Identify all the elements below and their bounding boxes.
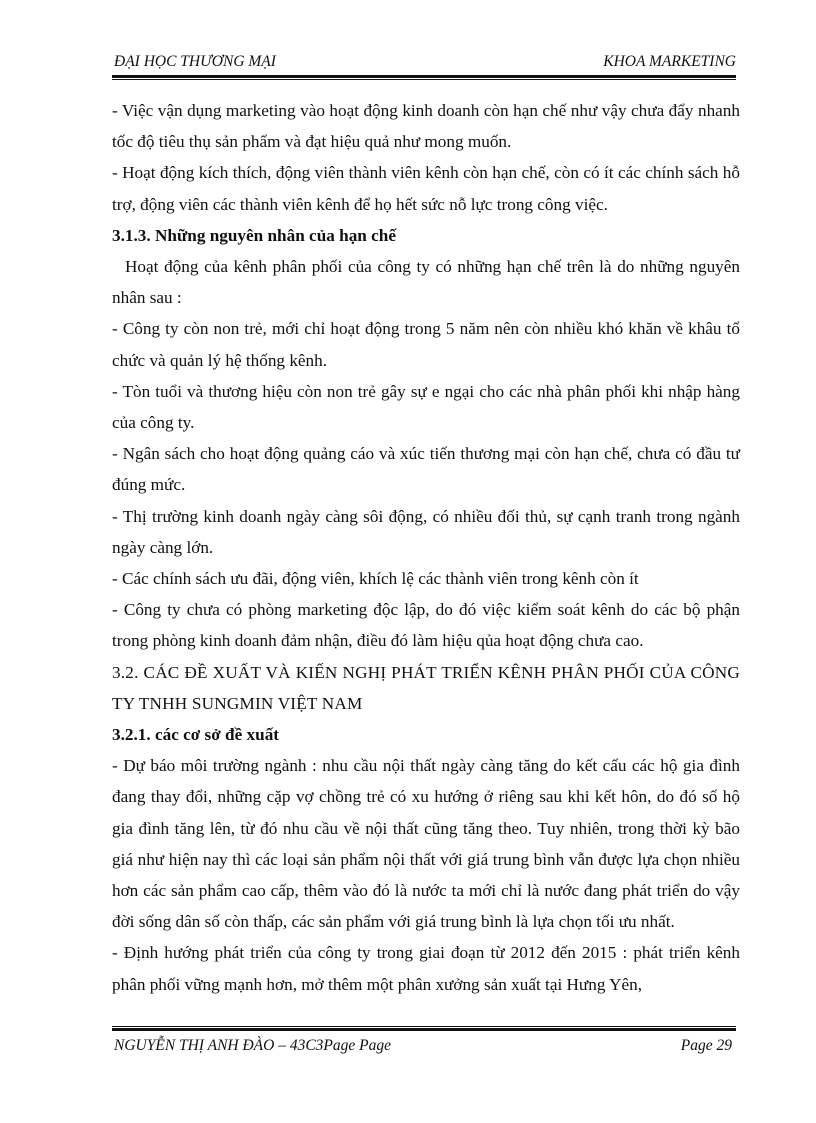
paragraph: - Dự báo môi trường ngành : nhu cầu nội thất ngày càng tăng do kết cấu các hộ gia đình đang thay đổi, những cặp vợ chồng trẻ có xu hướng ở riêng sau khi kết hôn, do đó số hộ gia đình tăng lên, từ đó nhu cầu về nội thất cũng tăng theo. Tuy nhiên, trong thời kỳ bão giá như hiện nay thì các loại sản phẩm nội thất với giá trung bình vẫn được lựa chọn nhiều hơn các sản phẩm cao cấp, thêm vào đó là nước ta mới chỉ là nước đang phát triển do vậy đời sống dân số còn thấp, các sản phẩm với giá trung bình là lựa chọn tối ưu nhất.: [112, 756, 740, 932]
section-heading-3-2: 3.2. CÁC ĐỀ XUẤT VÀ KIẾN NGHỊ PHÁT TRIỂN KÊNH PHÂN PHỐI CỦA CÔNG TY TNHH SUNGMIN VIỆT NAM: [112, 662, 740, 713]
paragraph: - Định hướng phát triển của công ty trong giai đoạn từ 2012 đến 2015 : phát triển kênh phân phối vững mạnh hơn, mở thêm một phân xưởng sản xuất tại Hưng Yên,: [112, 943, 740, 994]
header-faculty: KHOA MARKETING: [603, 53, 736, 70]
footer-author: NGUYỄN THỊ ANH ĐÀO – 43C3Page Page: [114, 1037, 391, 1054]
footer-divider: [112, 1026, 736, 1031]
paragraph: - Thị trường kinh doanh ngày càng sôi động, có nhiều đối thủ, sự cạnh tranh trong ngành ngày càng lớn.: [112, 506, 740, 557]
section-heading-3-1-3: 3.1.3. Những nguyên nhân của hạn chế: [112, 225, 396, 245]
page-footer: [112, 1035, 736, 1057]
document-body: [112, 95, 740, 1000]
section-heading-3-2-1: 3.2.1. các cơ sở đề xuất: [112, 725, 280, 745]
header-university: ĐẠI HỌC THƯƠNG MẠI: [114, 53, 276, 70]
paragraph: Hoạt động của kênh phân phối của công ty có những hạn chế trên là do những nguyên nhân sau :: [112, 257, 740, 308]
paragraph: - Hoạt động kích thích, động viên thành viên kênh còn hạn chế, còn có ít các chính sách hỗ trợ, động viên các thành viên kênh để họ hết sức nỗ lực trong công việc.: [112, 163, 740, 214]
paragraph: - Tòn tuổi và thương hiệu còn non trẻ gây sự e ngại cho các nhà phân phối khi nhập hàng của công ty.: [112, 381, 740, 433]
paragraph: - Ngân sách cho hoạt động quảng cáo và xúc tiến thương mại còn hạn chế, chưa có đầu tư đúng mức.: [112, 444, 740, 495]
paragraph: - Công ty còn non trẻ, mới chỉ hoạt động trong 5 năm nên còn nhiều khó khăn về khâu tổ chức và quản lý hệ thống kênh.: [112, 319, 740, 370]
paragraph: - Việc vận dụng marketing vào hoạt động kinh doanh còn hạn chế như vậy chưa đẩy nhanh tốc độ tiêu thụ sản phẩm và đạt hiệu quả như mong muốn.: [112, 101, 740, 152]
header-divider: [112, 75, 736, 80]
paragraph: - Công ty chưa có phòng marketing độc lập, do đó việc kiểm soát kênh do các bộ phận trong phòng kinh doanh đảm nhận, điều đó làm hiệu qủa hoạt động chưa cao.: [112, 600, 740, 651]
page-header: [112, 50, 736, 74]
footer-page-number: Page 29: [680, 1037, 732, 1054]
paragraph: - Các chính sách ưu đãi, động viên, khích lệ các thành viên trong kênh còn ít: [112, 569, 639, 589]
